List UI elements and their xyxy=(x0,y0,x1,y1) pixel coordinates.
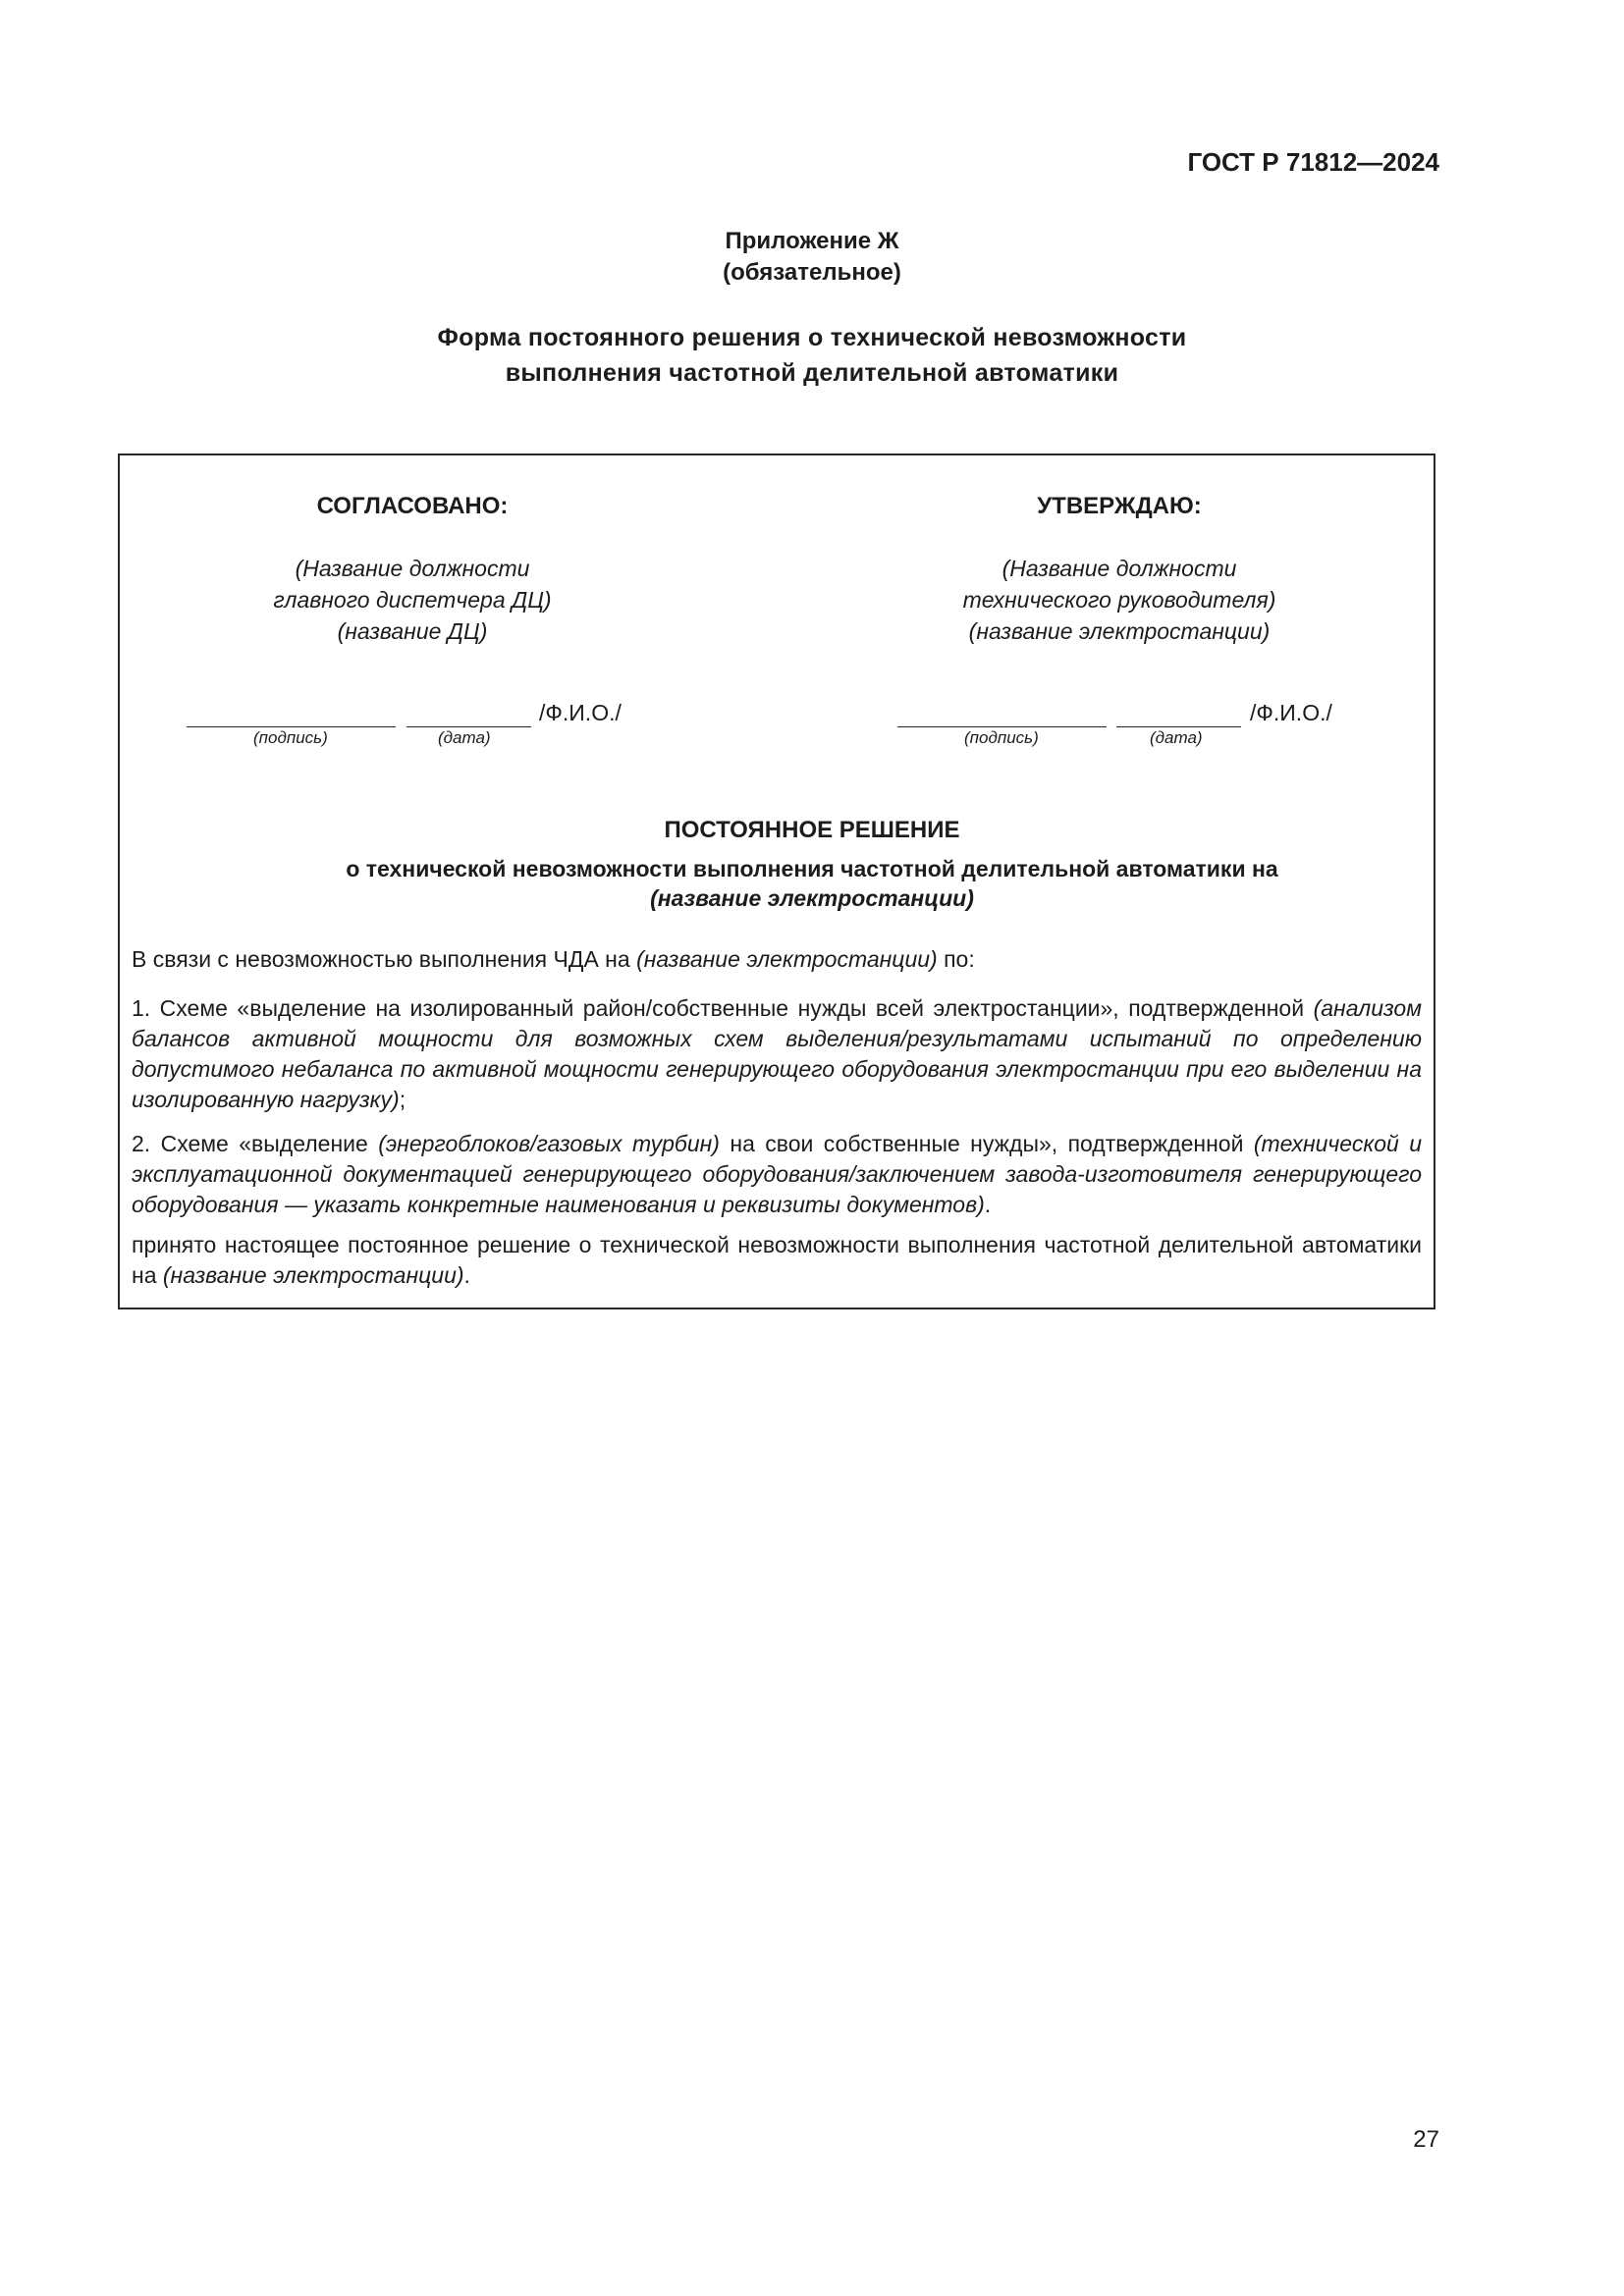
approve-heading: УТВЕРЖДАЮ: xyxy=(1037,493,1202,519)
appendix-title: Приложение Ж xyxy=(725,228,899,254)
document-code: ГОСТ Р 71812—2024 xyxy=(1187,147,1439,177)
decision-subtitle xyxy=(0,854,1624,913)
intro-end: по: xyxy=(937,946,975,972)
approved-position xyxy=(201,553,623,647)
paragraph-scheme-2 xyxy=(132,1129,1422,1220)
decision-subtitle-line-1: о технической невозможности выполнения частотной делительной автоматики на xyxy=(346,856,1278,881)
paragraph-scheme-1 xyxy=(132,993,1422,1115)
form-title-line-1: Форма постоянного решения о технической невозможности xyxy=(437,324,1187,351)
approve-date-caption: (дата) xyxy=(1150,728,1203,747)
approved-signature-caption: (подпись) xyxy=(253,728,328,747)
scheme-1-text: 1. Схеме «выделение на изолированный район/собственные нужды всей электростанции», подтвержденной xyxy=(132,995,1314,1021)
paragraph-intro xyxy=(132,944,1422,975)
appendix-status: (обязательное) xyxy=(723,259,901,286)
conclusion-text: принято настоящее постоянное решение о технической невозможности выполнения частотной делительной автоматики на xyxy=(132,1232,1422,1288)
form-title-line-2: выполнения частотной делительной автоматики xyxy=(505,359,1119,387)
scheme-2-end: . xyxy=(984,1192,992,1217)
approved-heading: СОГЛАСОВАНО: xyxy=(316,493,509,519)
intro-text: В связи с невозможностью выполнения ЧДА на xyxy=(132,946,637,972)
approved-signature-line xyxy=(187,703,396,727)
approve-position xyxy=(908,553,1330,647)
scheme-2-text-2: на свои собственные нужды», подтвержденной xyxy=(719,1131,1254,1156)
intro-placeholder: (название электростанции) xyxy=(636,946,938,972)
scheme-1-end: ; xyxy=(399,1087,406,1112)
scheme-2-units-placeholder: (энергоблоков/газовых турбин) xyxy=(378,1131,720,1156)
paragraph-conclusion xyxy=(132,1230,1422,1291)
approved-position-line-1: (Название должности xyxy=(295,556,530,581)
page-number: 27 xyxy=(1413,2126,1439,2153)
conclusion-end: . xyxy=(463,1262,470,1288)
scheme-2-docs-placeholder: (технической и эксплуатационной документацией генерирующего оборудования/заключением завода-изготовителя генерирующего оборудования — указать конкретные наименования и реквизиты документов) xyxy=(132,1131,1422,1217)
scheme-2-text: 2. Схеме «выделение xyxy=(132,1131,379,1156)
approve-position-line-2: технического руководителя) xyxy=(962,587,1276,613)
approved-position-line-3: (название ДЦ) xyxy=(337,618,488,644)
approve-position-line-3: (название электростанции) xyxy=(968,618,1271,644)
approved-position-line-2: главного диспетчера ДЦ) xyxy=(273,587,552,613)
approved-date-line xyxy=(406,703,531,727)
decision-title: ПОСТОЯННОЕ РЕШЕНИЕ xyxy=(664,817,960,843)
scheme-1-placeholder: (анализом балансов активной мощности для возможных схем выделения/результатами испытаний по определению допустимого небаланса по активной мощности генерирующего оборудования электростанции при его выделении на изолированную нагрузку) xyxy=(132,995,1422,1112)
approve-fio: /Ф.И.О./ xyxy=(1250,700,1332,725)
decision-subtitle-line-2: (название электростанции) xyxy=(650,885,974,911)
approve-signature-caption: (подпись) xyxy=(964,728,1039,747)
conclusion-placeholder: (название электростанции) xyxy=(162,1262,464,1288)
approve-position-line-1: (Название должности xyxy=(1001,556,1237,581)
form-title xyxy=(0,320,1624,391)
approved-fio: /Ф.И.О./ xyxy=(539,700,622,725)
approve-date-line xyxy=(1116,703,1241,727)
approve-signature-line xyxy=(897,703,1107,727)
approved-date-caption: (дата) xyxy=(438,728,491,747)
